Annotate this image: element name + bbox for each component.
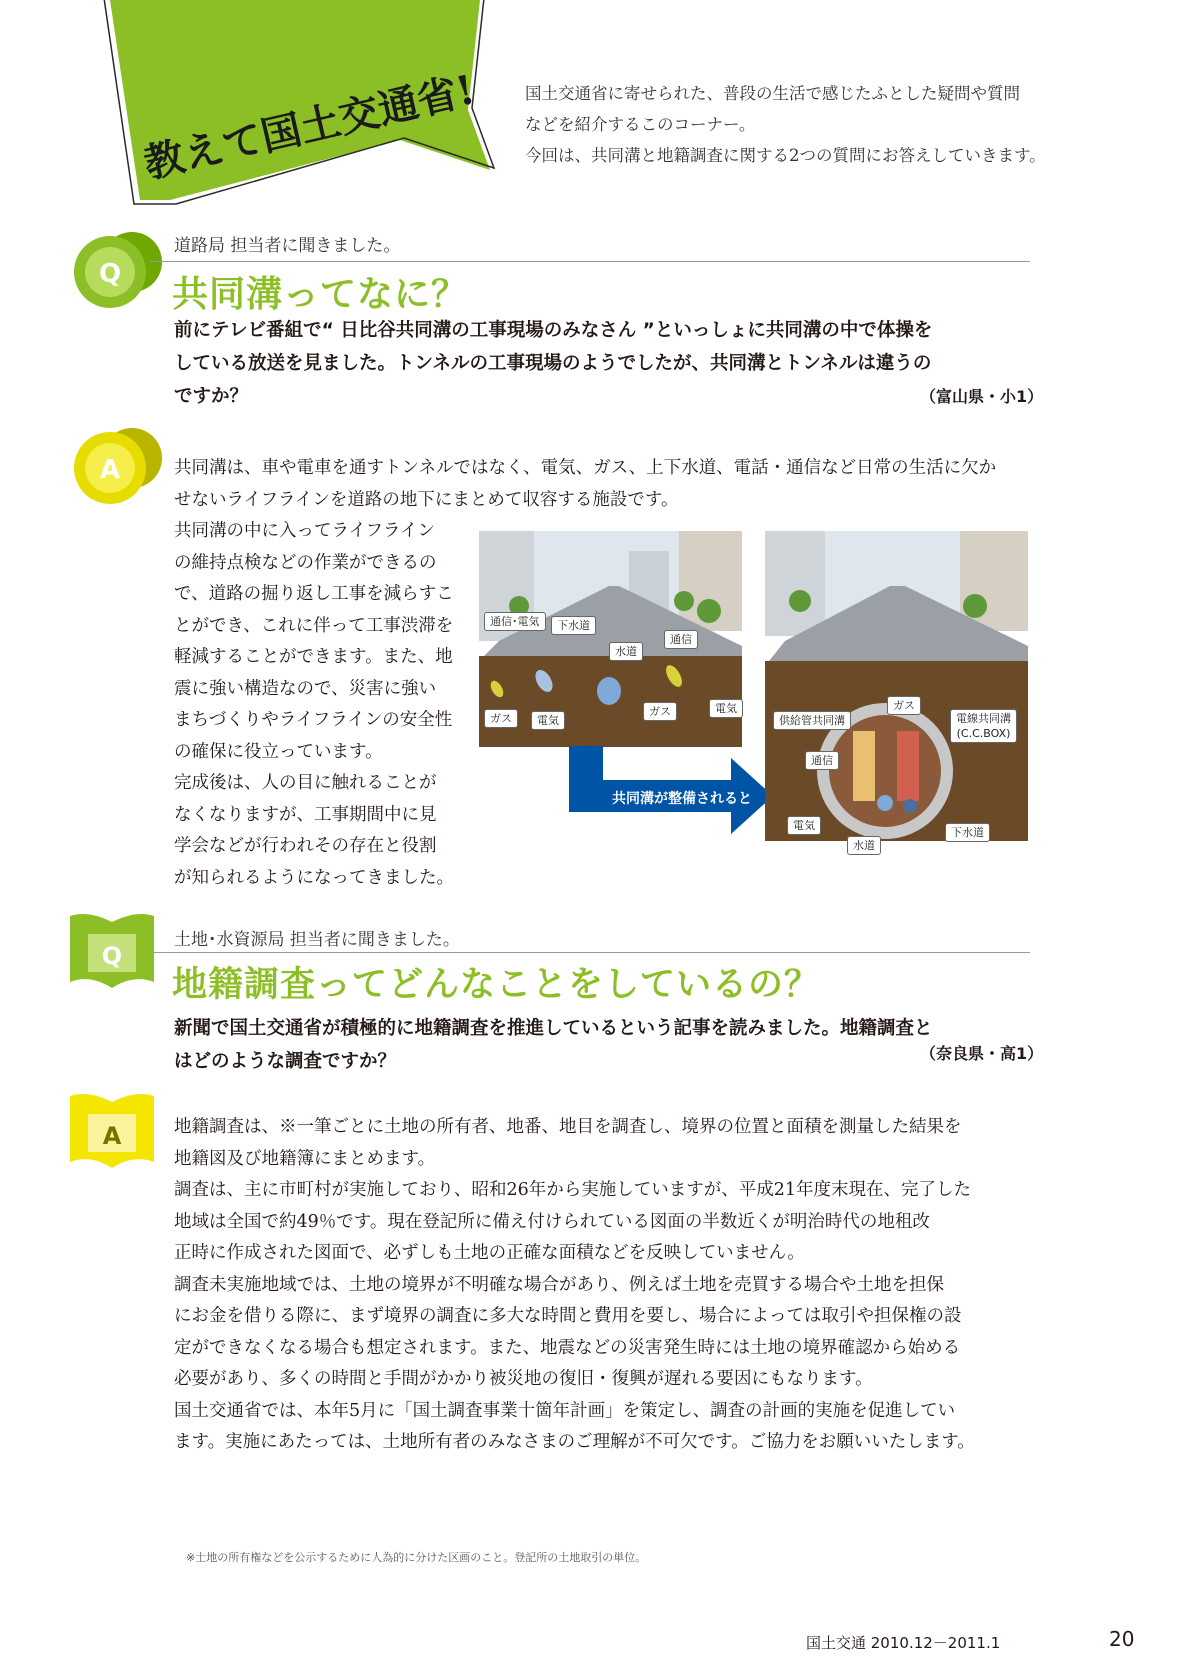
- a-badge-circle: [70, 418, 170, 508]
- q2-question-line: はどのような調査ですか？: [174, 1051, 397, 1072]
- label-ccbox: (C.C.BOX): [956, 727, 1011, 740]
- page-number: 20: [1109, 1627, 1135, 1651]
- label-denki: 電気: [709, 699, 743, 718]
- q1-question-line: している放送を見ました。トンネルの工事現場のようでしたが、共同溝とトンネルは違うの: [174, 353, 932, 374]
- a1-line: 完成後は、人の目に触れることが: [174, 773, 437, 793]
- illustration-after: [765, 531, 1028, 852]
- a2-line: 調査未実施地域では、土地の境界が不明確な場合があり、例えば土地を売買する場合や土地を担保: [174, 1274, 944, 1295]
- a1-line: まちづくりやライフラインの安全性: [174, 710, 453, 730]
- a1-line: なくなりますが、工事期間中に見: [174, 804, 437, 825]
- a2-line: 調査は、主に市町村が実施しており、昭和26年から実施していますが、平成21年度末現在、完了した: [174, 1180, 972, 1200]
- a1-line: で、道路の掘り返し工事を減らすこ: [174, 584, 454, 604]
- intro-line: などを紹介するこのコーナー。: [525, 115, 756, 134]
- q1-department: 道路局 担当者に聞きました。: [174, 236, 401, 256]
- a2-line: 必要があり、多くの時間と手間がかかり被災地の復旧・復興が遅れる要因にもなります。: [174, 1369, 873, 1389]
- q-badge-book: [68, 912, 158, 992]
- label-kyokyu: 供給管共同溝: [773, 711, 851, 730]
- label-denki: 電気: [787, 816, 821, 835]
- label-gesuido: 下水道: [551, 616, 596, 635]
- label-denki: 電気: [531, 711, 565, 730]
- a1-line: の確保に役立っています。: [174, 741, 383, 762]
- footnote: ※土地の所有権などを公示するために人為的に分けた区画のこと。登記所の土地取引の単位。: [186, 1551, 647, 1564]
- label-tsushin: 通信: [664, 630, 698, 649]
- q2-title: 地籍調査ってどんなことをしているの？: [172, 965, 821, 1005]
- illustration-before: [479, 531, 742, 747]
- a-letter: A: [99, 455, 121, 485]
- arrow-label: 共同溝が整備されると: [612, 791, 752, 807]
- a1-intro: [174, 453, 996, 516]
- label-densen: [950, 709, 1017, 743]
- banner-speech-bubble: [0, 0, 520, 200]
- a1-line: とができ、これに伴って工事渋滞を: [174, 615, 454, 636]
- a1-line: が知られるようになってきました。: [174, 867, 454, 888]
- q-letter: Q: [101, 942, 123, 970]
- a2-line: 定ができなくなる場合も想定されます。また、地震などの災害発生時には土地の境界確認から始める: [174, 1337, 961, 1358]
- a1-line: 震に強い構造なので、災害に強い: [174, 678, 437, 699]
- label-suido: 水道: [609, 642, 643, 661]
- q1-question-line: ですか？: [174, 386, 249, 407]
- q2-department: 土地･水資源局 担当者に聞きました。: [174, 930, 460, 950]
- intro-text: [525, 78, 1125, 171]
- a2-line: 国土交通省では、本年5月に「国土調査事業十箇年計画」を策定し、調査の計画的実施を促進してい: [174, 1400, 956, 1421]
- a1-line: 共同溝の中に入ってライフライン: [174, 521, 435, 541]
- label-densen-name: 電線共同溝: [956, 712, 1011, 725]
- divider: [150, 952, 1030, 953]
- a2-line: 地域は全国で約49％です。現在登記所に備え付けられている図面の半数近くが明治時代の地租改: [174, 1211, 930, 1232]
- q2-question: [174, 1012, 933, 1078]
- label-gas: ガス: [643, 702, 677, 721]
- q-badge-circle: [70, 222, 170, 312]
- a1-line: 軽減することができます。また、地: [174, 647, 453, 667]
- a2-line: 正時に作成された図面で、必ずしも土地の正確な面積などを反映していません。: [174, 1243, 805, 1263]
- banner-title: 教えて国土交通省!: [139, 66, 480, 188]
- a1-line: 学会などが行われその存在と役割: [174, 836, 437, 856]
- a2-line: にお金を借りる際に、まず境界の調査に多大な時間と費用を要し、場合によっては取引や担保権の設: [174, 1306, 962, 1326]
- a1-line: 共同溝は、車や電車を通すトンネルではなく、電気、ガス、上下水道、電話・通信など日常の生活に欠か: [174, 458, 997, 478]
- a1-line: の維持点検などの作業ができるの: [174, 552, 437, 573]
- q1-question-line: 前にテレビ番組で“ 日比谷共同溝の工事現場のみなさん ”といっしょに共同溝の中で体操を: [174, 320, 933, 341]
- intro-line: 今回は、共同溝と地籍調査に関する2つの質問にお答えしていきます。: [525, 146, 1046, 165]
- a2-line: 地籍調査は、※一筆ごとに土地の所有者、地番、地目を調査し、境界の位置と面積を測量した結果を: [174, 1117, 962, 1137]
- a2-body: [174, 1112, 975, 1459]
- a1-line: せないライフラインを道路の地下にまとめて収容する施設です。: [174, 489, 679, 510]
- a-badge-book: [68, 1092, 158, 1172]
- q2-from: （奈良県・高1）: [920, 1044, 1044, 1063]
- footer-magazine: 国土交通 2010.12－2011.1: [806, 1634, 1001, 1652]
- label-tsushin: 通信: [805, 751, 839, 770]
- a1-body: [174, 516, 454, 894]
- q-letter: Q: [98, 259, 122, 289]
- label-gesuido: 下水道: [945, 823, 990, 842]
- q2-question-line: 新聞で国土交通省が積極的に地籍調査を推進しているという記事を読みました。地籍調査と: [174, 1018, 933, 1039]
- intro-line: 国土交通省に寄せられた、普段の生活で感じたふとした疑問や質問: [525, 84, 1020, 103]
- a-letter: A: [102, 1122, 122, 1150]
- label-tsushin-denki: 通信･電気: [484, 612, 546, 631]
- label-gas: ガス: [484, 709, 518, 728]
- divider: [150, 261, 1030, 262]
- label-suido: 水道: [847, 836, 881, 855]
- q1-from: （富山県・小1）: [920, 387, 1044, 406]
- label-gas: ガス: [887, 696, 921, 715]
- q1-question: [174, 314, 932, 413]
- q1-title: 共同溝ってなに？: [172, 274, 469, 315]
- a2-line: 地籍図及び地籍簿にまとめます。: [174, 1148, 436, 1169]
- a2-line: ます。実施にあたっては、土地所有者のみなさまのご理解が不可欠です。ご協力をお願いいたします。: [174, 1432, 975, 1452]
